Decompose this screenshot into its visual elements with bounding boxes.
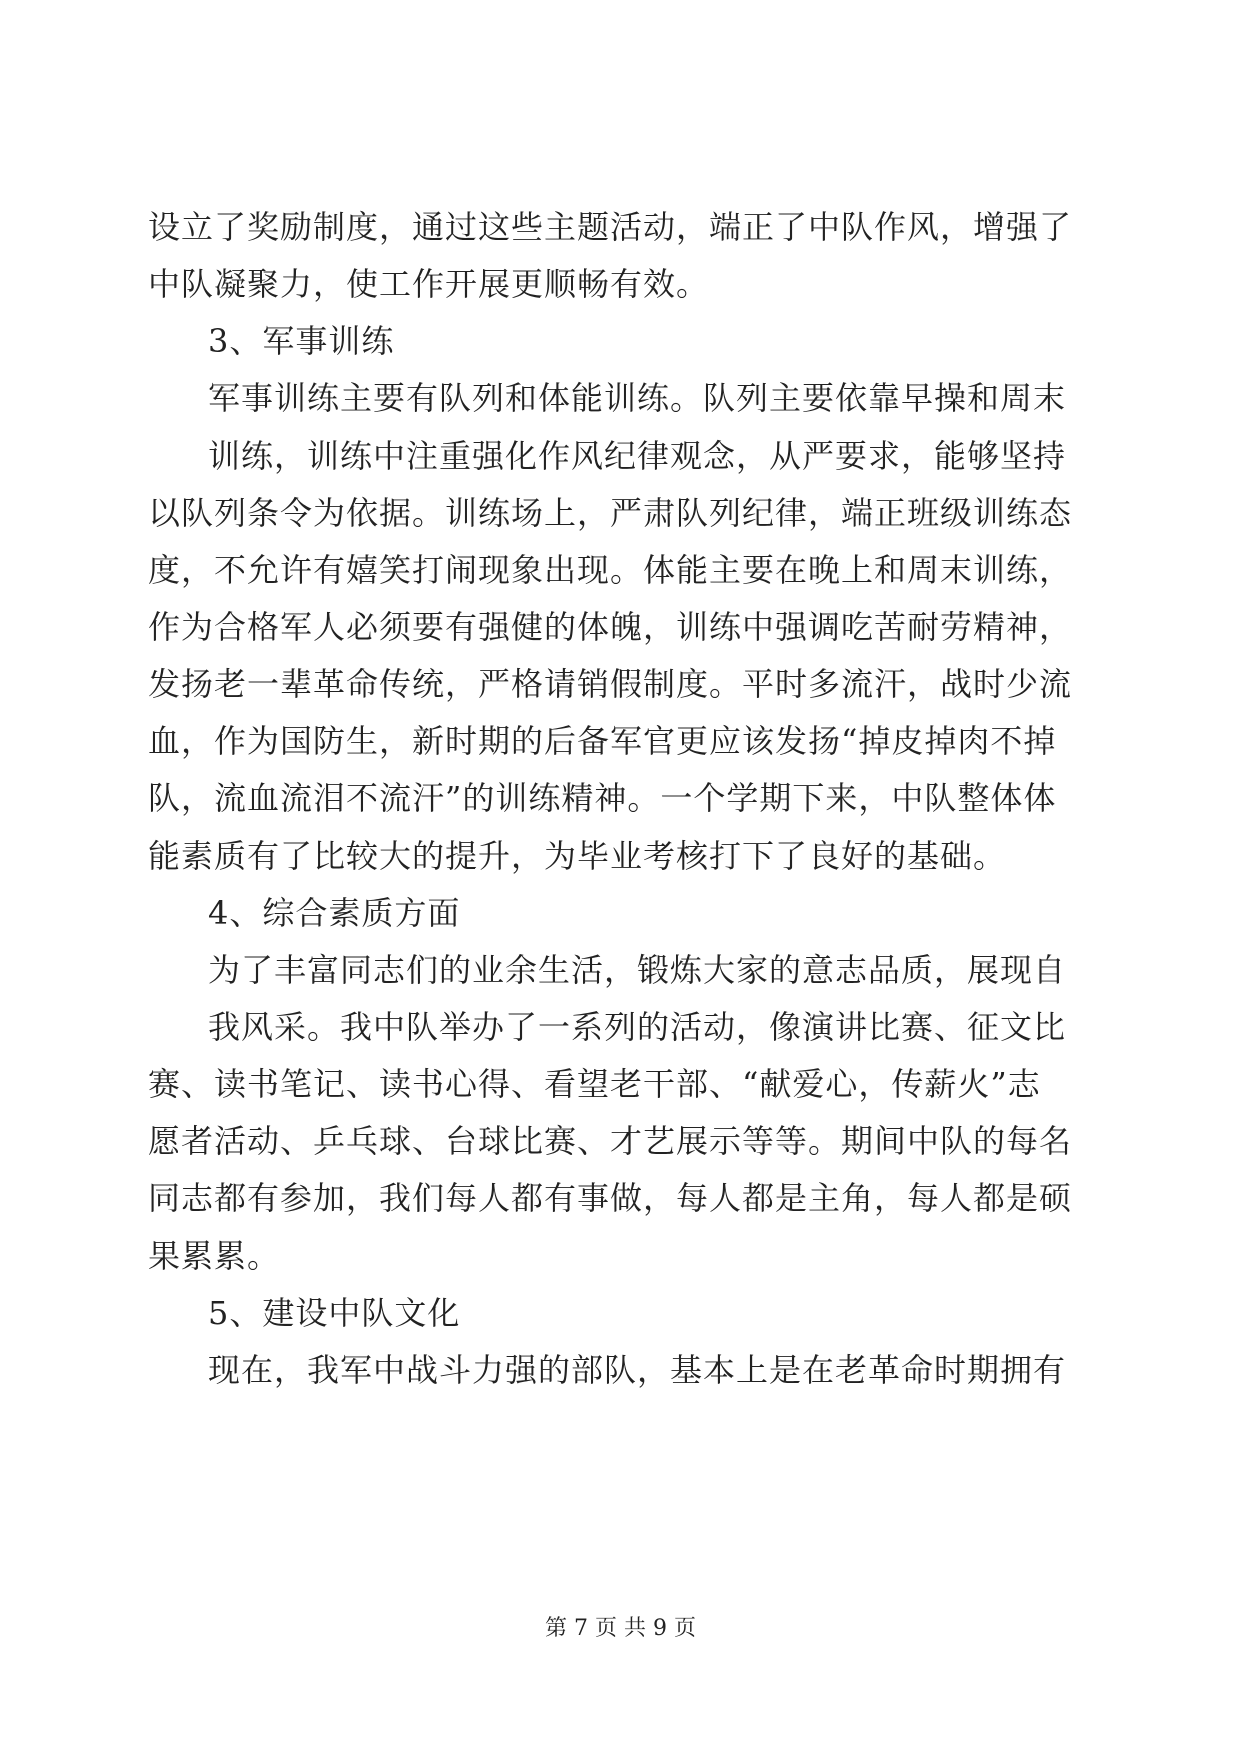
body-line: 设立了奖励制度，通过这些主题活动，端正了中队作风，增强了 <box>148 208 1073 246</box>
body-line: 能素质有了比较大的提升，为毕业考核打下了良好的基础。 <box>148 837 1007 875</box>
body-line: 以队列条令为依据。训练场上，严肃队列纪律，端正班级训练态 <box>148 494 1073 532</box>
body-line: 中队凝聚力，使工作开展更顺畅有效。 <box>148 265 710 303</box>
section-heading: 5、建设中队文化 <box>208 1294 461 1332</box>
section-heading: 4、综合素质方面 <box>208 894 461 932</box>
section-heading: 3、军事训练 <box>208 322 395 360</box>
body-line: 现在，我军中战斗力强的部队，基本上是在老革命时期拥有 <box>208 1351 1067 1389</box>
body-line: 赛、读书笔记、读书心得、看望老干部、“献爱心，传薪火”志 <box>148 1065 1041 1103</box>
body-line: 发扬老一辈革命传统，严格请销假制度。平时多流汗，战时少流 <box>148 665 1073 703</box>
body-line: 度，不允许有嬉笑打闹现象出现。体能主要在晚上和周末训练， <box>148 551 1073 589</box>
body-line: 果累累。 <box>148 1237 281 1275</box>
page-number-footer: 第 7 页 共 9 页 <box>545 1616 696 1641</box>
body-line: 军事训练主要有队列和体能训练。队列主要依靠早操和周末 <box>208 379 1067 417</box>
body-line: 为了丰富同志们的业余生活，锻炼大家的意志品质，展现自 <box>208 951 1067 989</box>
body-line: 作为合格军人必须要有强健的体魄，训练中强调吃苦耐劳精神， <box>148 608 1073 646</box>
body-line: 我风采。我中队举办了一系列的活动，像演讲比赛、征文比 <box>208 1008 1067 1046</box>
body-line: 队，流血流泪不流汗”的训练精神。一个学期下来，中队整体体 <box>148 779 1057 817</box>
body-line: 愿者活动、乒乓球、台球比赛、才艺展示等等。期间中队的每名 <box>148 1122 1073 1160</box>
body-line: 同志都有参加，我们每人都有事做，每人都是主角，每人都是硕 <box>148 1179 1073 1217</box>
body-line: 血，作为国防生，新时期的后备军官更应该发扬“掉皮掉肉不掉 <box>148 722 1057 760</box>
body-line: 训练，训练中注重强化作风纪律观念，从严要求，能够坚持 <box>208 437 1067 475</box>
